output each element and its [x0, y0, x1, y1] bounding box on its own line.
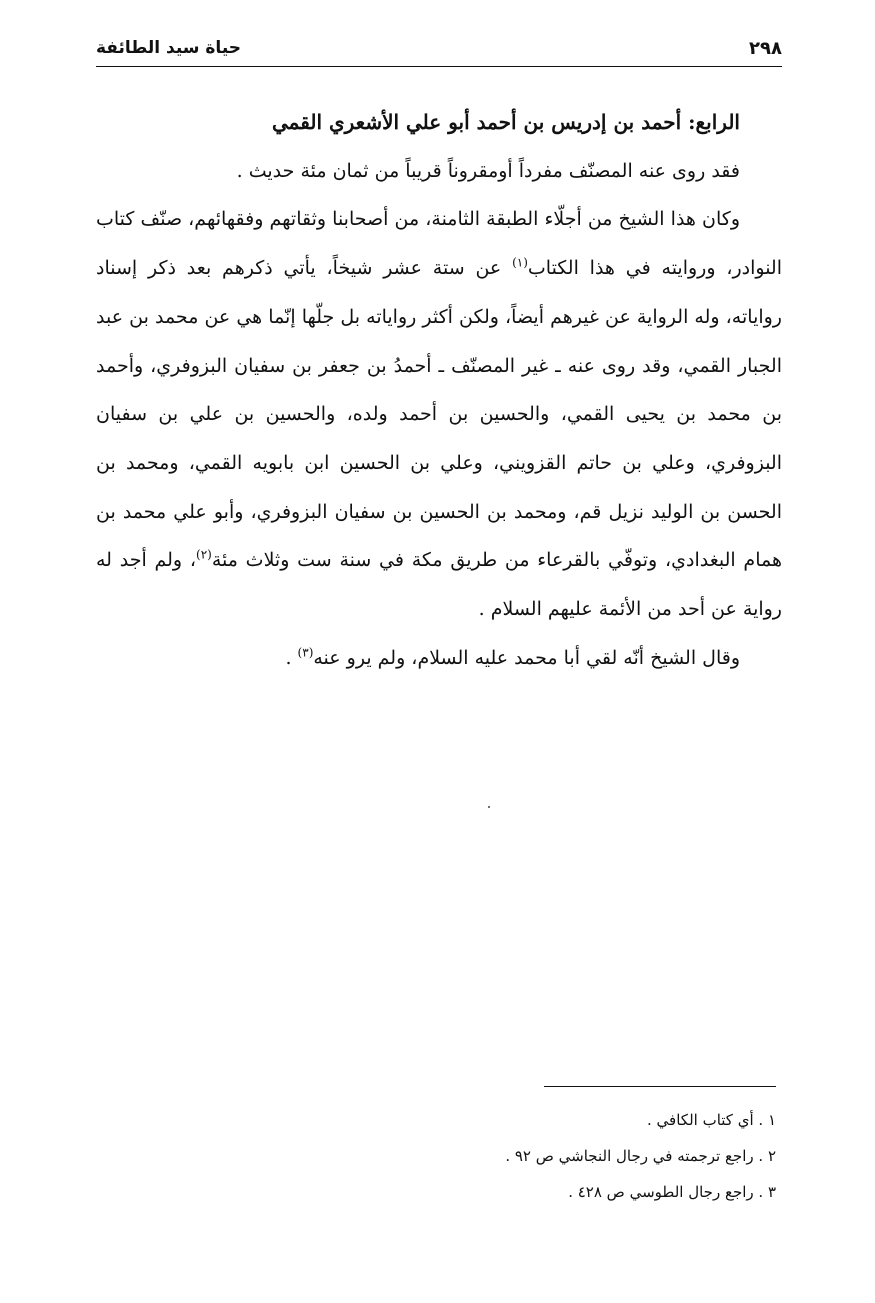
running-title: حياة سيد الطائفة [96, 38, 242, 58]
heading-name: أحمد بن إدريس بن أحمد أبو علي الأشعري القمي [272, 110, 689, 134]
section-heading [96, 98, 782, 147]
footnote-separator [544, 1086, 776, 1087]
paragraph-2-part-a: وكان هذا الشيخ من أجلّاء الطبقة الثامنة، من أصحابنا وثقاتهم وفقهائهم، صنّف كتاب النوادر، وروايته في هذا الكتاب [96, 208, 782, 280]
main-text [96, 98, 782, 682]
paragraph-2 [96, 195, 782, 633]
paragraph-3-part-a: وقال الشيخ أنّه لقي أبا محمد عليه السلام، ولم يرو عنه [313, 646, 740, 669]
paragraph-2-part-c: ، ولم أجد له رواية عن أحد من الأئمة عليهم السلام . [96, 549, 782, 621]
page-header [96, 30, 782, 67]
footnote-1: ١ . أي كتاب الكافي . [647, 1111, 776, 1129]
footnote-ref-3: (٣) [297, 645, 314, 660]
footnotes [96, 1102, 776, 1210]
paragraph-2-part-b: عن ستة عشر شيخاً، يأتي ذكرهم بعد ذكر إسناد رواياته، وله الرواية عن غيرهم أيضاً، ولكن أكثر رواياته بل جلّها إنّما هي عن محمد بن عبد الجبار القمي، وقد روى عنه ـ غير المصنّف ـ أحمدُ بن جعفر بن سفيان البزوفري، وأحمد بن محمد بن يحيى القمي، والحسين بن أحمد ولده، والحسين بن علي بن سفيان البزوفري، وعلي بن حاتم القزويني، وعلي بن الحسين ابن بابويه القمي، ومحمد بن الحسن بن الوليد نزيل قم، ومحمد بن الحسين بن سفيان البزوفري، وأبو علي محمد بن همام البغدادي، وتوفّي بالقرعاء من طريق مكة في سنة ست وثلاث مئة [96, 257, 782, 572]
heading-lead: الرابع: [688, 110, 740, 134]
paragraph-3-part-b: . [285, 646, 298, 669]
footnote-2: ٢ . راجع ترجمته في رجال النجاشي ص ٩٢ . [505, 1147, 776, 1165]
paragraph-1: فقد روى عنه المصنّف مفرداً أومقروناً قريباً من ثمان مئة حديث . [236, 159, 740, 182]
paragraph-3 [96, 634, 782, 683]
footnote-ref-2: (٢) [196, 547, 212, 562]
footnote-3: ٣ . راجع رجال الطوسي ص ٤٢٨ . [568, 1183, 776, 1201]
footnote-ref-1: (١) [512, 255, 528, 270]
stray-dot [488, 806, 490, 808]
page-number: ٢٩٨ [749, 37, 782, 59]
